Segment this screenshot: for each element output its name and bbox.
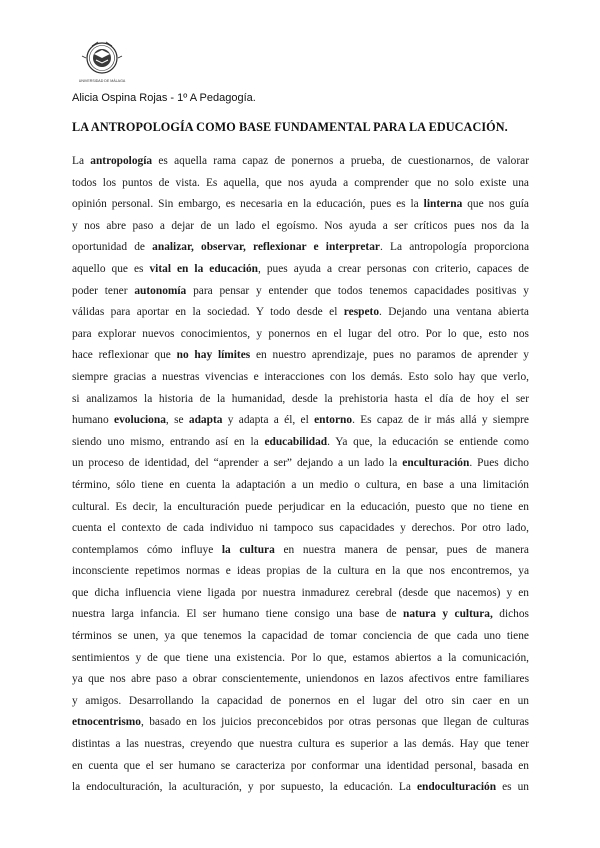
logo-text: UNIVERSIDAD DE MÁLAGA: [78, 79, 126, 83]
document-title: LA ANTROPOLOGÍA COMO BASE FUNDAMENTAL PARA LA EDUCACIÓN.: [72, 120, 508, 134]
text-run: siempre gracias a nuestras vivencias e interacciones con los demás. Esto solo hay que verlo,: [72, 370, 529, 383]
bold-term: endoculturación: [416, 781, 497, 794]
bold-term: etnocentrismo: [72, 716, 141, 729]
text-run: sentimientos y de que tiene una existencia. Por lo que, estamos abiertos a la comunicación,: [72, 651, 529, 664]
text-run: para explorar nuevos conocimientos, y ponernos en el lugar del otro. Por lo que, esto nos: [72, 327, 529, 340]
text-run: . Es capaz de ir más allá y siempre: [352, 414, 529, 427]
paragraph-line: [72, 583, 529, 605]
text-run: es aquella rama capaz de ponernos a prueba, de cuestionarnos, de valorar: [152, 155, 529, 167]
text-run: un proceso de identidad, del “aprender a ser” dejando a un lado la: [72, 457, 403, 470]
bold-term: adapta: [188, 414, 223, 427]
bold-term: no hay límites: [176, 349, 251, 362]
paragraph-line: [72, 669, 529, 691]
text-run: todos los puntos de vista. Es aquella, que nos ayuda a comprender que no solo existe una: [72, 176, 529, 189]
text-run: que nos guía: [462, 198, 529, 211]
bold-term: respeto: [343, 306, 380, 319]
text-run: , se: [165, 414, 189, 427]
paragraph-line: [72, 237, 529, 259]
paragraph-line: [72, 475, 529, 497]
university-logo: [72, 38, 132, 88]
text-run: para pensar y entender que todos tenemos capacidades positivas y: [186, 284, 529, 297]
text-run: aquello que es: [72, 262, 150, 275]
paragraph-line: [72, 216, 529, 238]
paragraph-line: [72, 561, 529, 583]
paragraph-line: [72, 389, 529, 411]
bold-term: vital en la educación: [149, 262, 258, 275]
text-run: si analizamos la historia de la humanidad, desde la prehistoria hasta el día de hoy el ser: [72, 392, 529, 405]
text-run: en cuenta que el ser humano se caracteriza por conformar una identidad personal, basada en: [72, 759, 529, 772]
paragraph-line: [72, 691, 529, 713]
paragraph-line: [72, 497, 529, 519]
paragraph-line: [72, 281, 529, 303]
text-run: ya que nos abre paso a obrar conscientemente, uniendonos en lazos afectivos entre familiares: [72, 673, 529, 686]
paragraph-line: [72, 453, 529, 475]
text-run: cultural. Es decir, la enculturación puede perjudicar en la educación, puesto que no tiene en: [72, 500, 529, 513]
paragraph-line: [72, 756, 529, 778]
text-run: inconsciente repetimos normas e ideas propias de la cultura en la que nos encontremos, ya: [72, 565, 529, 578]
bold-term: evoluciona: [114, 414, 166, 427]
text-run: opinión personal. Sin embargo, es necesaria en la educación, pues es la: [72, 198, 424, 211]
text-run: La: [72, 155, 91, 167]
paragraph-line: [72, 777, 529, 799]
text-run: es un: [496, 781, 529, 794]
text-run: distintas a las nuestras, creyendo que nuestra cultura es superior a las demás. Hay que tener: [72, 738, 529, 751]
text-run: , basado en los juicios preconcebidos por otras personas que llegan de culturas: [140, 716, 529, 729]
text-run: . La antropología proporciona: [379, 241, 529, 254]
text-run: término, sólo tiene en cuenta la adaptación a un medio o cultura, en base a una limitación: [72, 478, 529, 491]
paragraph-line: [72, 712, 529, 734]
text-run: dichos: [492, 608, 529, 621]
author-line: Alicia Ospina Rojas - 1º A Pedagogía.: [72, 92, 256, 104]
text-run: contemplamos cómo influye: [72, 543, 222, 556]
paragraph-line: [72, 367, 529, 389]
bold-term: educabilidad: [264, 435, 328, 448]
bold-term: entorno: [314, 414, 353, 427]
text-run: válidas para aportar en la sociedad. Y todo desde el: [72, 306, 344, 319]
bold-term: natura y cultura,: [403, 608, 493, 621]
text-run: siendo uno mismo, entrando así en la: [72, 435, 265, 448]
paragraph-line: [72, 518, 529, 540]
text-run: hace reflexionar que: [72, 349, 177, 362]
paragraph-line: [72, 345, 529, 367]
text-run: que dicha influencia viene ligada por nuestra inmadurez cerebral (desde que nacemos) y en: [72, 586, 529, 599]
paragraph-line: [72, 302, 529, 324]
text-run: . Dejando una ventana abierta: [379, 306, 529, 319]
text-run: la endoculturación, la aculturación, y por supuesto, la educación. La: [72, 781, 417, 794]
text-run: oportunidad de: [72, 241, 153, 254]
text-run: . Ya que, la educación se entiende como: [327, 435, 529, 448]
text-run: y adapta a él, el: [222, 414, 315, 427]
text-run: nuestra larga infancia. El ser humano tiene consigo una base de: [72, 608, 404, 621]
text-run: poder tener: [72, 284, 135, 297]
body-paragraph: [72, 151, 529, 799]
university-seal-icon: [72, 38, 132, 88]
text-run: humano: [72, 414, 115, 427]
paragraph-line: [72, 432, 529, 454]
bold-term: antropología: [90, 155, 153, 167]
paragraph-line: [72, 194, 529, 216]
bold-term: autonomía: [134, 284, 187, 297]
paragraph-line: [72, 259, 529, 281]
paragraph-line: [72, 173, 529, 195]
text-run: términos se unen, ya que tenemos la capacidad de tomar conciencia de que cada uno tiene: [72, 630, 529, 643]
bold-term: enculturación: [402, 457, 470, 470]
paragraph-line: [72, 324, 529, 346]
text-run: en nuestra manera de pensar, pues de manera: [274, 543, 529, 556]
paragraph-line: [72, 410, 529, 432]
paragraph-line: [72, 626, 529, 648]
text-run: , pues ayuda a crear personas con criterio, capaces de: [258, 262, 529, 275]
paragraph-line: [72, 540, 529, 562]
bold-term: la cultura: [221, 543, 275, 556]
bold-term: analizar, observar, reflexionar e interpretar: [152, 241, 380, 254]
bold-term: linterna: [423, 198, 463, 211]
paragraph-line: [72, 734, 529, 756]
paragraph-line: [72, 151, 529, 173]
text-run: y amigos. Desarrollando la capacidad de ponernos en el lugar del otro sin caer en un: [72, 694, 529, 707]
text-run: . Pues dicho: [469, 457, 529, 470]
text-run: y nos abre paso a dejar de un lado el egoísmo. Nos ayuda a ser críticos pues nos da la: [72, 219, 529, 232]
text-run: en nuestro aprendizaje, pues no paramos de aprender y: [250, 349, 529, 362]
paragraph-line: [72, 604, 529, 626]
paragraph-line: [72, 648, 529, 670]
text-run: cuenta el contexto de cada individuo ni tampoco sus capacidades y derechos. Por otro lado,: [72, 522, 529, 535]
